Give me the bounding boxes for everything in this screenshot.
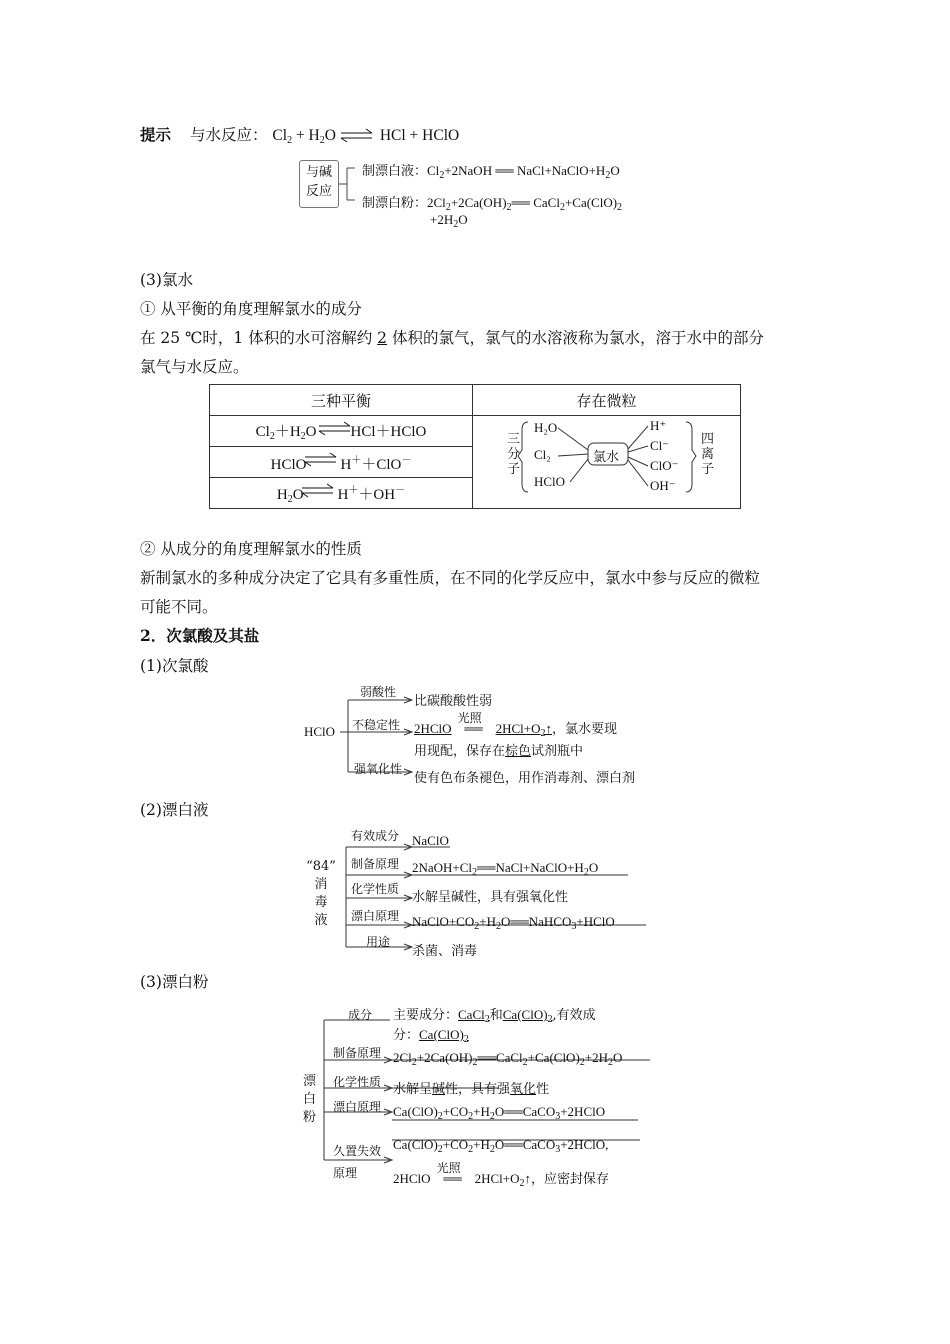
molecule-h2o: H₂O: [534, 420, 558, 435]
branch2-tail-a: +2H: [430, 212, 454, 227]
molecule-hclo: HClO: [534, 474, 566, 489]
powder-t1: 主要成分：CaCl$_2$和$Ca(ClO)_2$,有效成: [393, 1007, 596, 1025]
powder-l1: 成分: [348, 1008, 373, 1022]
powder-l4: 漂白原理: [333, 1100, 382, 1114]
powder-t3u2: 氧化: [510, 1082, 537, 1097]
powder-t1b: 和: [489, 1008, 503, 1023]
powder-l2: 制备原理: [333, 1046, 382, 1060]
powder-root-2: 白: [303, 1092, 317, 1107]
powder-t3u1: 碱: [432, 1082, 446, 1097]
s2-sub1: (1)次氯酸: [140, 657, 209, 675]
para1-b: 体积的氯气，氯气的水溶液称为氯水，溶于水中的部分: [387, 329, 764, 347]
powder-t3c: 性: [536, 1082, 550, 1097]
hclo-l2b: 试剂瓶中: [531, 744, 584, 759]
branch2-tail: $+2H_2O$: [430, 212, 468, 230]
hclo-t2-tail: ，氯水要现: [551, 721, 617, 736]
hclo-root: HClO: [304, 724, 336, 739]
s3-item1: ① 从平衡的角度理解氯水的成分: [140, 300, 362, 318]
branch1-label: 制漂白液：: [362, 164, 428, 179]
water-reaction-products: HCl + HClO: [379, 127, 460, 144]
hint-label: 提示: [140, 125, 172, 144]
bleach-root-q: “84”: [306, 859, 336, 874]
powder-l5-line1: 久置失效: [333, 1144, 382, 1158]
s2-heading: 2．次氯酸及其盐: [140, 626, 260, 645]
powder-root-1: 漂: [303, 1074, 317, 1089]
branch2-equation: $2Cl_2+2Ca(OH)_2══$ $CaCl_2+Ca(ClO)_2$: [427, 195, 623, 213]
equilibrium-1: $Cl_2+H_2O$ HCl＋HClO: [210, 416, 473, 447]
molecule-cl2: Cl₂: [534, 447, 551, 462]
powder-root-3: 粉: [303, 1110, 317, 1125]
hclo-l3: 强氧化性: [354, 762, 403, 776]
powder-t1d: 分：: [393, 1028, 420, 1043]
s2-sub2: (2)漂白液: [140, 801, 209, 819]
powder-t1a: 主要成分：: [393, 1008, 459, 1023]
ion-cl: Cl⁻: [650, 438, 670, 453]
box-label-line-2: 反应: [305, 184, 332, 199]
water-reaction-equation: $Cl_2 + H_2O$: [272, 127, 336, 146]
ion-oh: OH⁻: [650, 478, 676, 493]
powder-t4: $Ca(ClO)_2+CO_2+H_2O══CaCO_3+2HClO$: [393, 1104, 606, 1122]
branch1-equation: $Cl_2+2NaOH$ ══ $NaCl+NaClO+H_2O$: [427, 163, 620, 181]
hclo-l2: 不稳定性: [352, 718, 401, 732]
bleach-l2: 制备原理: [351, 857, 400, 871]
equilibrium-2: HClO H＋＋ClO－: [210, 447, 473, 478]
powder-t5-line2: 2HClO 光照 ══ $2HCl+O_2↑$，应密封保存: [393, 1161, 609, 1189]
branch2-label: 制漂白粉：: [362, 196, 428, 211]
para1-a: 在 25 ℃时，1 体积的水可溶解约: [140, 329, 378, 347]
ion-clo: ClO⁻: [650, 458, 679, 473]
powder-t5-line1: $Ca(ClO)_2+CO_2+H_2O══CaCO_3+2HClO$,: [393, 1137, 609, 1155]
powder-t2: $2Cl_2+2Ca(OH)_2══CaCl_2+Ca(ClO)_2+2H_2O$: [393, 1050, 623, 1068]
s3-para1-line2: 氯气与水反应。: [140, 358, 249, 376]
bleach-t2: $2NaOH+Cl_2══NaCl+NaClO+H_2O$: [412, 860, 599, 878]
label-three: 三: [507, 432, 521, 447]
equilibrium-3: $H_2O$ H＋＋OH－: [210, 478, 473, 509]
box-label-line-1: 与碱: [305, 165, 332, 180]
bleach-root-3: 液: [314, 913, 328, 928]
powder-t5-tail: ，应密封保存: [530, 1171, 609, 1186]
s3-item2: ② 从成分的角度理解氯水的性质: [140, 540, 362, 558]
ion-h: H⁺: [650, 418, 667, 433]
hclo-t2: 2HClO 光照 ══ $2HCl+O_2↑$，氯水要现: [414, 711, 617, 739]
hclo-l1: 弱酸性: [360, 685, 397, 699]
bleach-root-2: 毒: [314, 895, 328, 910]
hclo-l2a: 用现配，保存在: [414, 744, 506, 759]
label-li: 离: [701, 447, 715, 462]
powder-t1c: ,有效成: [552, 1008, 596, 1023]
para1-num: 2: [377, 329, 388, 347]
s3-para2-line2: 可能不同。: [140, 598, 218, 616]
powder-l5-line2: 原理: [333, 1166, 358, 1180]
hclo-t3: 使有色布条褪色，用作消毒剂、漂白剂: [414, 771, 636, 786]
label-fen: 分: [507, 447, 521, 462]
label-zi: 子: [507, 462, 521, 477]
bleach-l1: 有效成分: [351, 829, 400, 843]
powder-light-label: 光照: [436, 1161, 461, 1175]
water-reaction-prefix: 与水反应：: [189, 126, 268, 144]
label-four: 四: [701, 432, 715, 447]
bleach-l3: 化学性质: [351, 882, 400, 896]
bleach-root-1: 消: [314, 877, 328, 892]
bleach-l4: 漂白原理: [351, 909, 400, 923]
bleach-t4: $NaClO+CO_2+H_2O══NaHCO_3+HClO$: [412, 914, 615, 932]
bleach-t1: NaClO: [412, 833, 449, 848]
powder-t1-line2: 分：$Ca(ClO)_2$: [393, 1027, 469, 1045]
powder-t3b: 性，具有强: [445, 1082, 511, 1097]
bleach-l5: 用途: [366, 935, 391, 949]
label-zi2: 子: [701, 462, 715, 477]
hclo-t1: 比碳酸酸性弱: [414, 694, 493, 709]
bleach-t5: 杀菌、消毒: [412, 944, 478, 959]
powder-t3a: 水解呈: [393, 1082, 433, 1097]
chlorine-water-center: 氯水: [593, 450, 620, 465]
s3-para2-line1: 新制氯水的多种成分决定了它具有多重性质，在不同的化学反应中，氯水中参与反应的微粒: [140, 569, 761, 587]
branch2-tail-b: O: [458, 212, 468, 227]
s3-heading: (3)氯水: [140, 271, 193, 289]
table-head-right: 存在微粒: [473, 385, 741, 416]
s2-sub3: (3)漂白粉: [140, 973, 209, 991]
hclo-light-label: 光照: [457, 711, 482, 725]
bleach-t3: 水解呈碱性，具有强氧化性: [412, 890, 569, 905]
hclo-l2u: 棕色: [505, 744, 532, 759]
table-head-left: 三种平衡: [210, 385, 473, 416]
powder-l3: 化学性质: [333, 1075, 382, 1089]
